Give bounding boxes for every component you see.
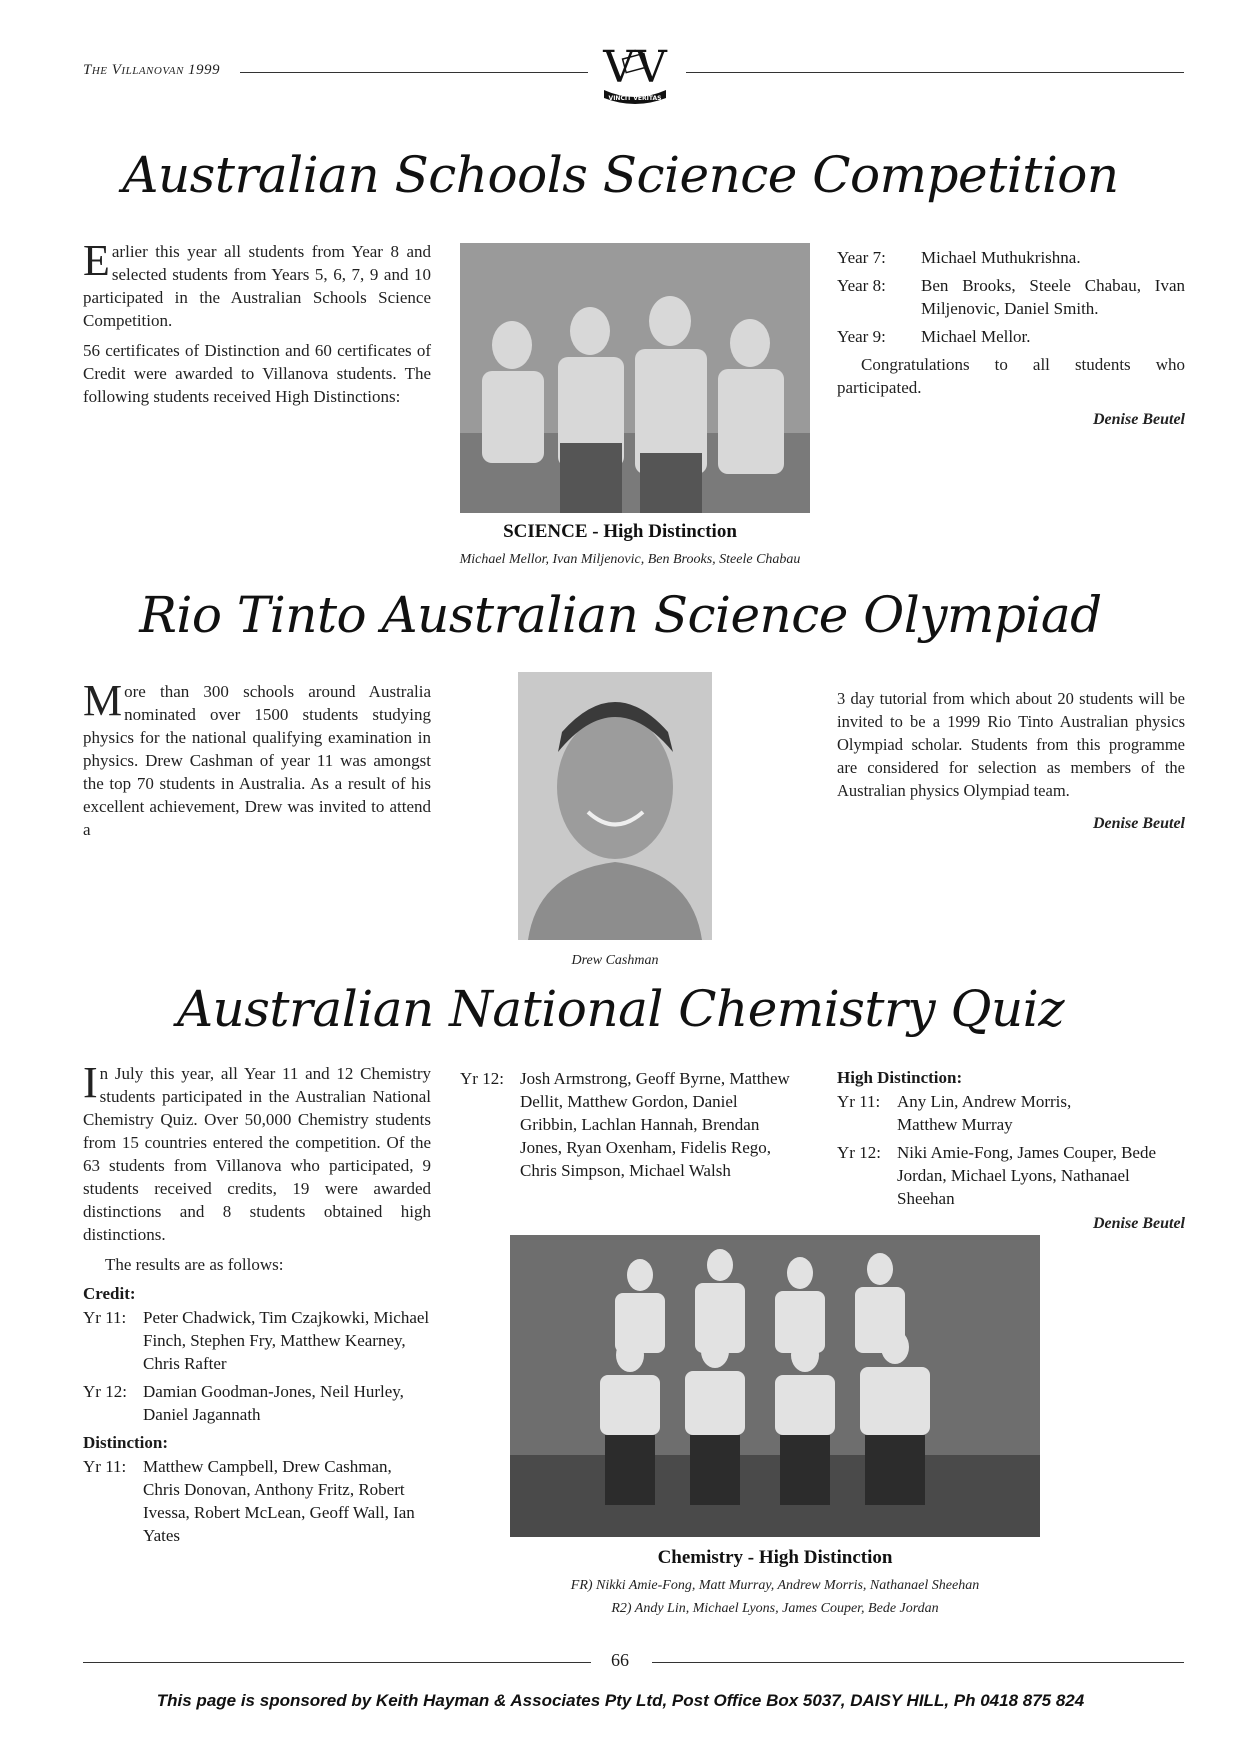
distinction-row: Yr 11: Matthew Campbell, Drew Cashman, Chris Donovan, Anthony Fritz, Robert Ivessa, Robert McLean, Geoff Wall, Ian Yates bbox=[83, 1457, 415, 1545]
chemistry-photo-caption: Chemistry - High Distinction bbox=[657, 1547, 893, 1568]
dropcap: E bbox=[83, 236, 110, 285]
olympiad-para-right: 3 day tutorial from which about 20 students will be invited to be a 1999 Rio Tinto Australian physics Olympiad scholar. Students from this programme are considered for selection as members of the Australian physics Olympiad team. bbox=[837, 689, 1185, 800]
header-rule-right bbox=[686, 72, 1184, 73]
science-intro-text bbox=[83, 236, 431, 415]
science-author: Denise Beutel bbox=[1093, 411, 1185, 428]
high-distinction-row: Yr 11: Any Lin, Andrew Morris, Matthew Murray bbox=[837, 1092, 1072, 1134]
science-para-2: 56 certificates of Distinction and 60 certificates of Credit were awarded to Villanova students. The following students received High Distinctions: bbox=[83, 341, 431, 406]
science-group-photo bbox=[460, 243, 810, 513]
science-para-1: arlier this year all students from Year 8 and selected students from Years 5, 6, 7, 9 and 10 participated in the Australian Schools Science Competition. bbox=[83, 242, 431, 330]
credit-row: Yr 11: Peter Chadwick, Tim Czajkowki, Michael Finch, Stephen Fry, Matthew Kearney, Chris Rafter bbox=[83, 1308, 430, 1373]
school-crest-logo bbox=[596, 40, 674, 106]
credit-label: Credit: bbox=[83, 1284, 136, 1303]
science-photo-names: Michael Mellor, Ivan Miljenovic, Ben Brooks, Steele Chabau bbox=[459, 552, 801, 567]
dropcap: I bbox=[83, 1058, 98, 1107]
result-row: Year 9: Michael Mellor. bbox=[837, 327, 1031, 346]
footer-rule-right bbox=[652, 1662, 1184, 1663]
header-rule-left bbox=[240, 72, 588, 73]
distinction-row: Yr 12: Josh Armstrong, Geoff Byrne, Matthew Dellit, Matthew Gordon, Daniel Gribbin, Lachlan Hannah, Brendan Jones, Ryan Oxenham, Fidelis Rego, Chris Simpson, Michael Walsh bbox=[460, 1069, 790, 1180]
svg-text:VV: VV bbox=[603, 42, 667, 93]
science-photo-caption: SCIENCE - High Distinction bbox=[503, 521, 737, 542]
high-distinction-row: Yr 12: Niki Amie-Fong, James Couper, Bede Jordan, Michael Lyons, Nathanael Sheehan bbox=[837, 1143, 1157, 1208]
drew-cashman-portrait bbox=[518, 672, 712, 940]
science-competition-title: Australian Schools Science Competition bbox=[122, 146, 1119, 204]
footer-rule-left bbox=[83, 1662, 591, 1663]
chemistry-results-intro: The results are as follows: bbox=[105, 1255, 284, 1274]
olympiad-author: Denise Beutel bbox=[1093, 815, 1185, 832]
chemistry-right-column bbox=[837, 1066, 1185, 1233]
olympiad-right-text bbox=[837, 687, 1185, 835]
chemistry-author: Denise Beutel bbox=[1093, 1215, 1185, 1232]
result-row: Year 8: Ben Brooks, Steele Chabau, Ivan Miljenovic, Daniel Smith. bbox=[837, 276, 1185, 318]
chemistry-middle-column bbox=[460, 1067, 810, 1187]
page-number: 66 bbox=[611, 1650, 629, 1670]
chemistry-photo-names-front: FR) Nikki Amie-Fong, Matt Murray, Andrew Morris, Nathanael Sheehan bbox=[570, 1578, 980, 1593]
chemistry-group-photo bbox=[510, 1235, 1040, 1537]
svg-text:VINCIT VERITAS: VINCIT VERITAS bbox=[608, 95, 662, 102]
science-results bbox=[837, 246, 1185, 429]
dropcap: M bbox=[83, 676, 123, 725]
credit-row: Yr 12: Damian Goodman-Jones, Neil Hurley, Daniel Jagannath bbox=[83, 1382, 404, 1424]
chemistry-photo-names-back: R2) Andy Lin, Michael Lyons, James Couper, Bede Jordan bbox=[611, 1601, 939, 1616]
olympiad-para-left: ore than 300 schools around Australia nominated over 1500 students studying physics for the national qualifying examination in physics. Drew Cashman of year 11 was amongst the top 70 students in Australia. As a result of his excellent achievement, Drew was invited to attend a bbox=[83, 682, 431, 839]
drew-photo-caption: Drew Cashman bbox=[571, 953, 659, 968]
distinction-label: Distinction: bbox=[83, 1433, 168, 1452]
science-congrats: Congratulations to all students who participated. bbox=[837, 355, 1185, 397]
olympiad-left-text bbox=[83, 676, 431, 848]
high-distinction-label: High Distinction: bbox=[837, 1068, 963, 1087]
olympiad-title: Rio Tinto Australian Science Olympiad bbox=[139, 586, 1102, 644]
chemistry-intro: n July this year, all Year 11 and 12 Chemistry students participated in the Australian National Chemistry Quiz. Over 50,000 Chemistry students from 15 countries entered the competition. Of the 63 students from Villanova who participated, 9 students received credits, 19 were awarded distinctions and 8 students obtained high distinctions. bbox=[83, 1064, 431, 1244]
chemistry-quiz-title: Australian National Chemistry Quiz bbox=[176, 980, 1065, 1038]
sponsor-footer: This page is sponsored by Keith Hayman & Associates Pty Ltd, Post Office Box 5037, DAISY HILL, Ph 0418 875 824 bbox=[156, 1691, 1085, 1710]
running-header-title: The Villanovan 1999 bbox=[83, 62, 221, 78]
result-row: Year 7: Michael Muthukrishna. bbox=[837, 248, 1081, 267]
chemistry-left-column bbox=[83, 1058, 431, 1552]
